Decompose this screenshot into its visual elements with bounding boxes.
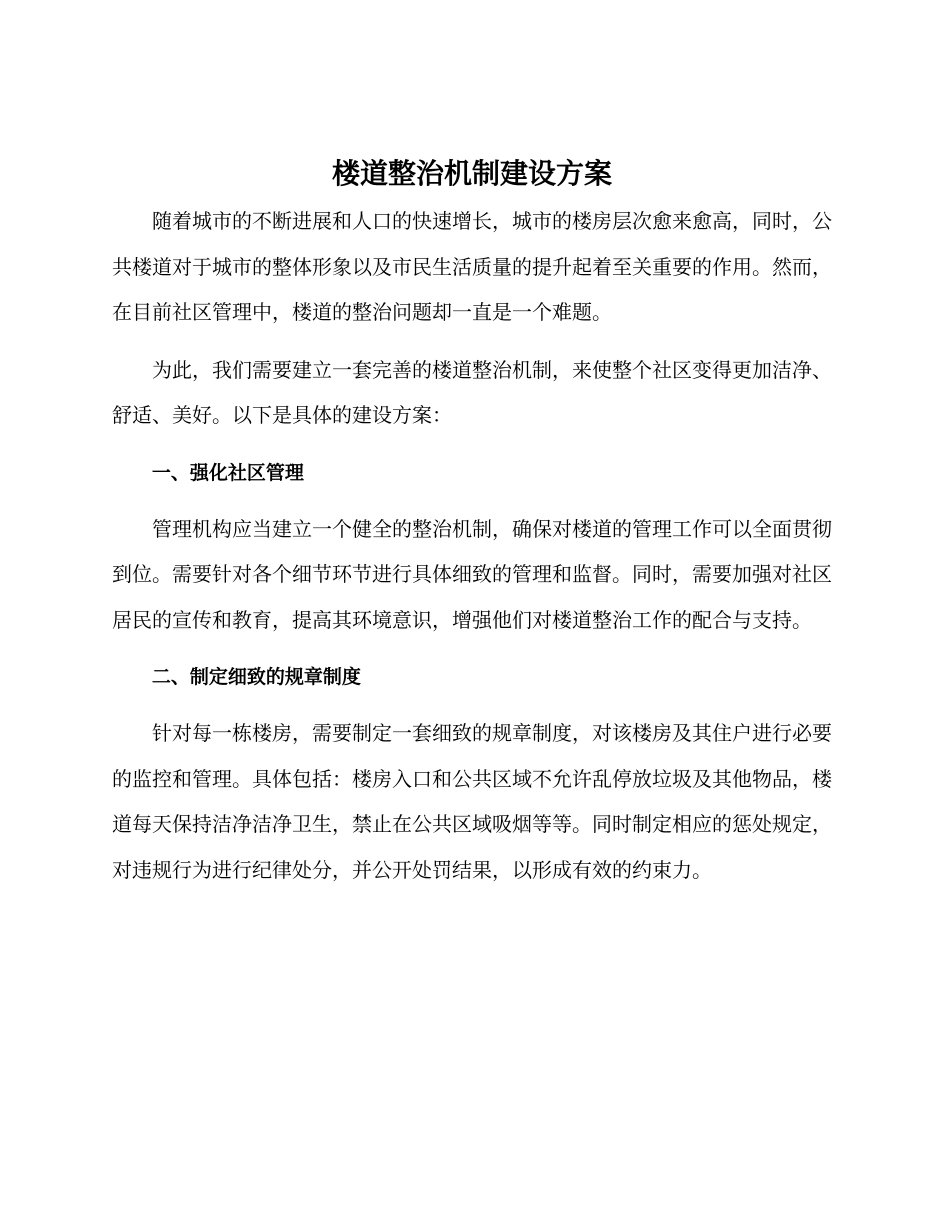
section-paragraph: 针对每一栋楼房，需要制定一套细致的规章制度，对该楼房及其住户进行必要的监控和管理。具体包括：楼房入口和公共区域不允许乱停放垃圾及其他物品，楼道每天保持洁净洁净卫生，禁止在公共区域吸烟等等。同时制定相应的惩处规定，对违规行为进行纪律处分，并公开处罚结果，以形成有效的约束力。 (112, 720, 832, 882)
document-body (112, 152, 832, 905)
intro-paragraph: 随着城市的不断进展和人口的快速增长，城市的楼房层次愈来愈高，同时，公共楼道对于城市的整体形象以及市民生活质量的提升起着至关重要的作用。然而，在目前社区管理中，楼道的整治问题却一直是一个难题。 (112, 209, 832, 325)
section-regulations (112, 655, 832, 893)
section-heading: 二、制定细致的规章制度 (151, 666, 361, 689)
section-heading: 一、强化社区管理 (151, 461, 304, 484)
section-paragraph: 管理机构应当建立一个健全的整治机制，确保对楼道的管理工作可以全面贯彻到位。需要针对各个细节环节进行具体细致的管理和监督。同时，需要加强对社区居民的宣传和教育，提高其环境意识，增强他们对楼道整治工作的配合与支持。 (112, 516, 832, 632)
section-management (112, 451, 832, 643)
document-title: 楼道整治机制建设方案 (331, 157, 612, 190)
intro-paragraph: 为此，我们需要建立一套完善的楼道整治机制，来使整个社区变得更加洁净、舒适、美好。以下是具体的建设方案： (112, 357, 832, 428)
